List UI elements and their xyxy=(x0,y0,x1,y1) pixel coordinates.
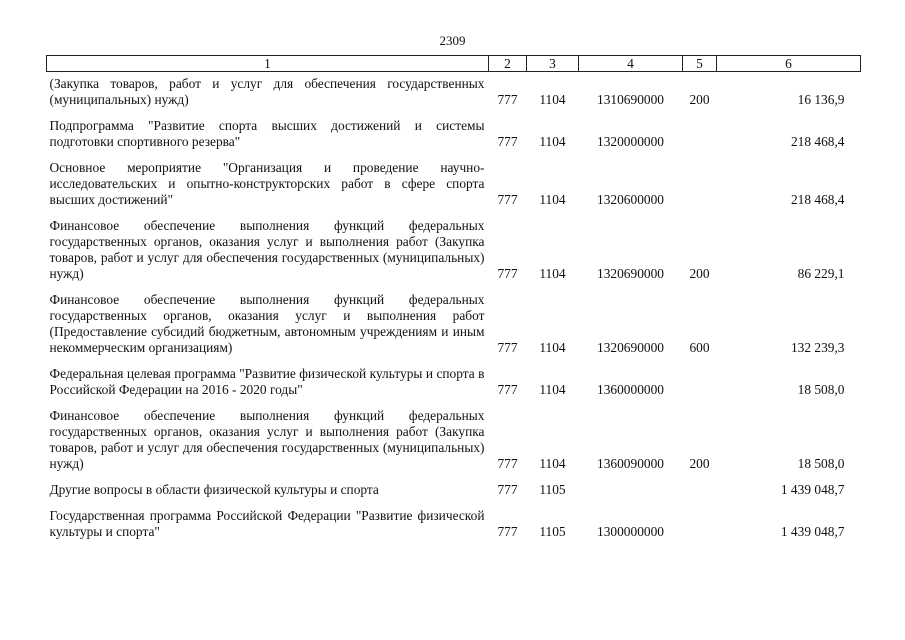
row-vr xyxy=(683,108,717,150)
column-header-3: 3 xyxy=(527,56,579,72)
table-row xyxy=(47,356,861,398)
table-row xyxy=(47,398,861,472)
column-header-4: 4 xyxy=(579,56,683,72)
column-header-6: 6 xyxy=(717,56,861,72)
row-amount: 218 468,4 xyxy=(790,134,845,149)
row-name: Подпрограмма "Развитие спорта высших достижений и системы подготовки спортивного резерва" xyxy=(49,118,485,149)
row-section: 1104 xyxy=(539,266,566,281)
row-name: Финансовое обеспечение выполнения функций федеральных государственных органов, оказания услуг и выполнения работ (Закупка товаров, работ и услуг для обеспечения государственных (муниципальных) нужд) xyxy=(49,408,485,471)
row-amount: 18 508,0 xyxy=(797,456,845,471)
row-name: Другие вопросы в области физической культуры и спорта xyxy=(49,482,379,497)
column-header-5: 5 xyxy=(683,56,717,72)
row-name: Финансовое обеспечение выполнения функций федеральных государственных органов, оказания услуг и выполнения работ (Предоставление субсидий бюджетным, автономным учреждениям и иным некоммерческим организациям) xyxy=(49,292,485,355)
row-name: Основное мероприятие "Организация и проведение научно-исследовательских и опытно-конструкторских работ в сфере спорта высших достижений" xyxy=(49,160,485,207)
budget-table xyxy=(46,55,861,540)
row-amount: 218 468,4 xyxy=(790,192,845,207)
table-row xyxy=(47,472,861,498)
row-csr: 1320690000 xyxy=(597,266,664,281)
row-vr: 200 xyxy=(689,92,710,107)
row-grbs: 777 xyxy=(497,482,518,497)
row-grbs: 777 xyxy=(497,456,518,471)
row-name: (Закупка товаров, работ и услуг для обеспечения государственных (муниципальных) нужд) xyxy=(49,76,485,107)
row-vr xyxy=(683,498,717,540)
row-csr: 1360000000 xyxy=(597,382,664,397)
row-vr: 200 xyxy=(689,456,710,471)
row-amount: 18 508,0 xyxy=(797,382,845,397)
row-amount: 86 229,1 xyxy=(797,266,845,281)
row-vr xyxy=(683,356,717,398)
column-header-2: 2 xyxy=(489,56,527,72)
row-vr: 600 xyxy=(689,340,710,355)
row-csr: 1310690000 xyxy=(597,92,664,107)
row-grbs: 777 xyxy=(497,92,518,107)
row-section: 1105 xyxy=(539,524,566,539)
row-amount: 1 439 048,7 xyxy=(780,524,845,539)
row-csr: 1300000000 xyxy=(597,524,664,539)
row-csr: 1320690000 xyxy=(597,340,664,355)
row-grbs: 777 xyxy=(497,382,518,397)
row-grbs: 777 xyxy=(497,134,518,149)
row-csr: 1320600000 xyxy=(597,192,664,207)
row-vr: 200 xyxy=(689,266,710,281)
row-name: Финансовое обеспечение выполнения функций федеральных государственных органов, оказания услуг и выполнения работ (Закупка товаров, работ и услуг для обеспечения государственных (муниципальных) нужд) xyxy=(49,218,485,281)
table-row xyxy=(47,208,861,282)
page-number: 2309 xyxy=(439,33,466,48)
row-section: 1104 xyxy=(539,192,566,207)
row-amount: 1 439 048,7 xyxy=(780,482,845,497)
row-section: 1104 xyxy=(539,382,566,397)
row-section: 1104 xyxy=(539,340,566,355)
row-grbs: 777 xyxy=(497,524,518,539)
table-row xyxy=(47,150,861,208)
row-section: 1104 xyxy=(539,134,566,149)
row-csr: 1320000000 xyxy=(597,134,664,149)
row-csr xyxy=(579,472,683,498)
row-amount: 132 239,3 xyxy=(790,340,845,355)
row-grbs: 777 xyxy=(497,266,518,281)
row-vr xyxy=(683,472,717,498)
row-section: 1104 xyxy=(539,92,566,107)
row-csr: 1360090000 xyxy=(597,456,664,471)
table-row xyxy=(47,498,861,540)
row-section: 1105 xyxy=(539,482,566,497)
row-name: Государственная программа Российской Федерации "Развитие физической культуры и спорта" xyxy=(49,508,485,539)
row-name: Федеральная целевая программа "Развитие физической культуры и спорта в Российской Федерации на 2016 - 2020 годы" xyxy=(49,366,485,397)
table-row xyxy=(47,108,861,150)
column-number-header xyxy=(47,56,861,72)
row-grbs: 777 xyxy=(497,192,518,207)
row-grbs: 777 xyxy=(497,340,518,355)
column-header-1: 1 xyxy=(47,56,489,72)
row-amount: 16 136,9 xyxy=(797,92,845,107)
row-vr xyxy=(683,150,717,208)
table-row xyxy=(47,282,861,356)
row-section: 1104 xyxy=(539,456,566,471)
table-row xyxy=(47,72,861,109)
